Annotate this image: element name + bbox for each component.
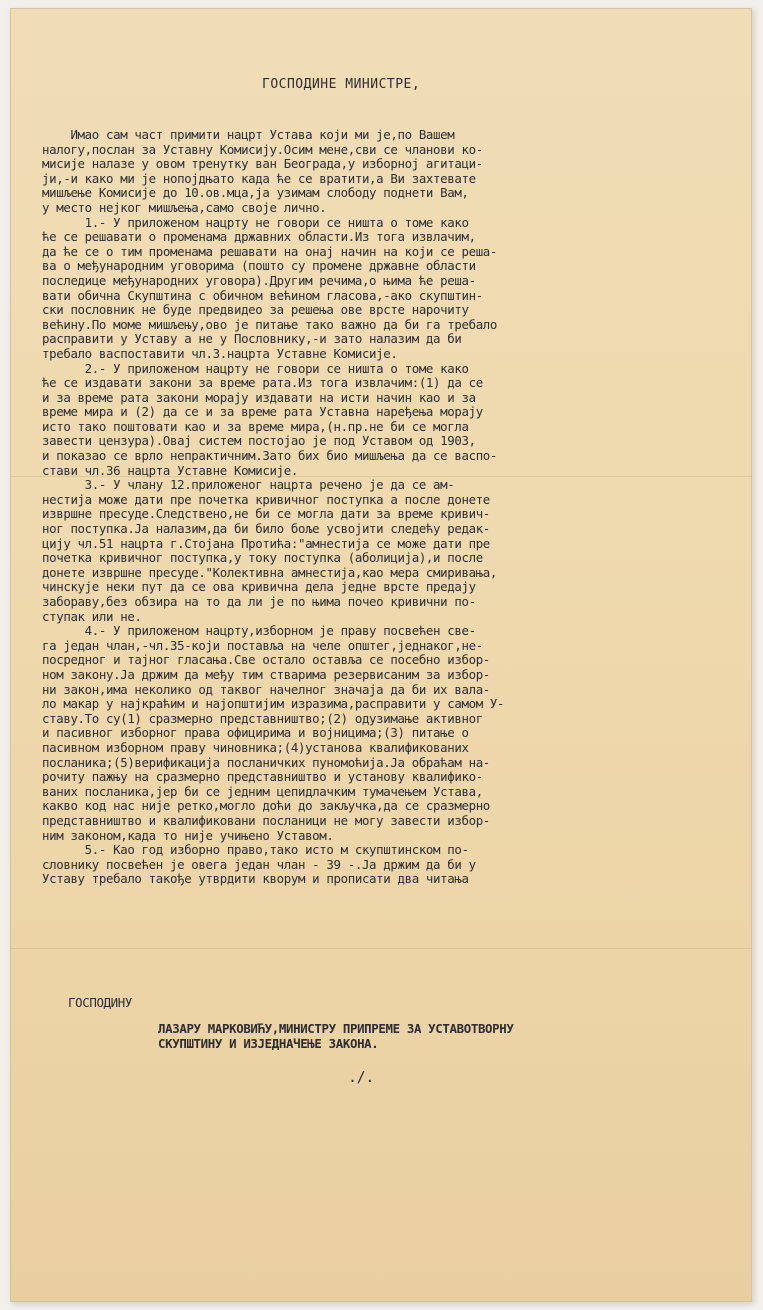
body-line: стави чл.36 нацрта Уставне Комисије. — [42, 462, 298, 478]
body-line: ни закон,има неколико од таквог начелног значаја да би их вала- — [42, 681, 490, 697]
body-line: пасивном изборном праву чиновника;(4)установа квалификованих — [42, 739, 469, 755]
body-line: Имао сам част примити нацрт Устава који ми је,по Вашем — [42, 127, 455, 142]
body-line: 2.- У приложеном нацрту не говори се ништа о томе како — [42, 360, 469, 376]
salutation-title: ГОСПОДИНЕ МИНИСТРЕ, — [262, 77, 421, 92]
body-line: ва о међународним уговорима (пошто су промене државне области — [42, 258, 476, 274]
body-line: ним законом,када то није учињено Уставом. — [42, 827, 334, 843]
body-line: 4.- У приложеном нацрту,изборном је праву посвећен све- — [42, 623, 476, 639]
body-line: ступак или не. — [42, 608, 142, 624]
body-line: исто тако поштовати као и за време мира,(н.пр.не би се могла — [42, 418, 469, 434]
body-line: ће се решавати о променама државних области.Из тога извлачим, — [42, 229, 476, 245]
body-line: представништво и квалификовани посланици не могу завести избор- — [42, 812, 490, 828]
body-line: цију чл.51 нацрта г.Стојана Протића:"амнестија се може дати пре — [42, 535, 490, 551]
body-line: и показао се врло непрактичним.Зато бих био мишљења да се васпо- — [42, 448, 498, 464]
body-line: ставу.То су(1) сразмерно представништво;(2) одузимање активног — [42, 710, 483, 726]
body-line: већину.По моме мишљењу,ово је питање тако важно да би га требало — [42, 316, 498, 332]
body-line: расправити у Уставу а не у Пословнику,-и зато налазим да би — [42, 331, 462, 347]
body-line: нестија може дати пре почетка кривичног поступка а после донете — [42, 491, 490, 507]
body-line: ног поступка.Ја налазим,да би било боље усвојити следећу редак- — [42, 521, 490, 537]
body-line: извршне пресуде.Следствено,не би се могла дати за време кривич- — [42, 506, 490, 522]
body-line: забораву,без обзира на то да ли је по њима почео кривични по- — [42, 594, 476, 609]
addressee-block — [158, 1022, 514, 1051]
body-line: вати обична Скупштина с обичном већином гласова,-ако скупштин- — [42, 287, 483, 303]
body-line: и за време рата закони морају издавати на исти начин као и за — [42, 389, 476, 405]
body-line: да ће се о тим променама решавати на онај начин на који се реша- — [42, 243, 498, 259]
body-line: донете извршне пресуде."Колективна амнестија,као мера смиривања, — [42, 564, 498, 580]
body-line: ски пословник не буде предвидео за решења ове врсте нарочиту — [42, 302, 469, 318]
body-line: ло макар у најкраћим и најопштијим изразима,расправити у самом У- — [42, 696, 505, 712]
letter-body — [42, 128, 504, 887]
body-line: ваних посланика,јер би се једним цепидлачким тумачењем Устава, — [42, 783, 483, 799]
body-line: ном закону.Ја држим да међу тим стварима резервисаним за избор- — [42, 666, 490, 682]
body-line: требало васпоставити чл.3.нацрта Уставне Комисије. — [42, 345, 398, 361]
body-line: 1.- У приложеном нацрту не говори се ништа о томе како — [42, 214, 469, 230]
body-line: време мира и (2) да се и за време рата Уставна наређења морају — [42, 404, 483, 420]
body-line: налогу,послан за Уставну Комисију.Осим мене,сви се чланови ко- — [42, 141, 483, 157]
body-line: мисије налазе у овом тренутку ван Београда,у изборној агитаци- — [42, 156, 483, 172]
body-line: посредног и тајног гласања.Све остало оставља се посебно избор- — [42, 652, 490, 668]
body-line: ће се издавати закони за време рата.Из тога извлачим:(1) да се — [42, 375, 483, 391]
body-line: мишљење Комисије до 10.ов.мца,ја узимам слободу поднети Вам, — [42, 185, 469, 201]
addressee-line: ЛАЗАРУ МАРКОВИЋУ,МИНИСТРУ ПРИПРЕМЕ ЗА УСТАВОТВОРНУ — [158, 1021, 514, 1036]
body-line: посланика;(5)верификација посланичких пуномоћија.Ја обраћам на- — [42, 754, 490, 770]
body-line: какво код нас није ретко,могло доћи до закључка,да се сразмерно — [42, 798, 490, 814]
body-line: рочиту пажњу на сразмерно представништво и установу квалифико- — [42, 769, 483, 785]
body-line: чинскује неки пут да се ова кривична дела једне врсте предају — [42, 579, 476, 595]
body-line: и пасивног изборног права официрима и војницима;(3) питање о — [42, 725, 469, 741]
continuation-mark: ./. — [348, 1068, 375, 1086]
body-line: 5.- Као год изборно право,тако исто м скупштинском по- — [42, 842, 469, 858]
addressee-line: СКУПШТИНУ И ИЗЈЕДНАЧЕЊЕ ЗАКОНА. — [158, 1035, 379, 1051]
paper-fold — [10, 948, 752, 949]
body-line: га један члан,-чл.35-који поставља на челе општег,једнаког,не- — [42, 637, 483, 653]
body-line: Уставу требало такође утврдити кворум и прописати два читања — [42, 871, 469, 887]
body-line: у место нејког мишљења,само своје лично. — [42, 199, 327, 215]
body-line: словнику посвећен је овега један члан - 39 -.Ја држим да би у — [42, 856, 476, 872]
addressee-label: ГОСПОДИНУ — [68, 995, 132, 1010]
body-line: ји,-и како ми је нопојдњато када ће се вратити,а Ви захтевате — [42, 170, 476, 186]
body-line: последице међународних уговора).Другим речима,о њима ће решa- — [42, 272, 476, 288]
body-line: почетка кривичног поступка,у току поступка (аболиција),и после — [42, 550, 483, 566]
body-line: 3.- У члану 12.приложеног нацрта речено је да се ам- — [42, 477, 455, 493]
body-line: завести цензура).Овај систем постојао је под Уставом од 1903, — [42, 433, 476, 449]
